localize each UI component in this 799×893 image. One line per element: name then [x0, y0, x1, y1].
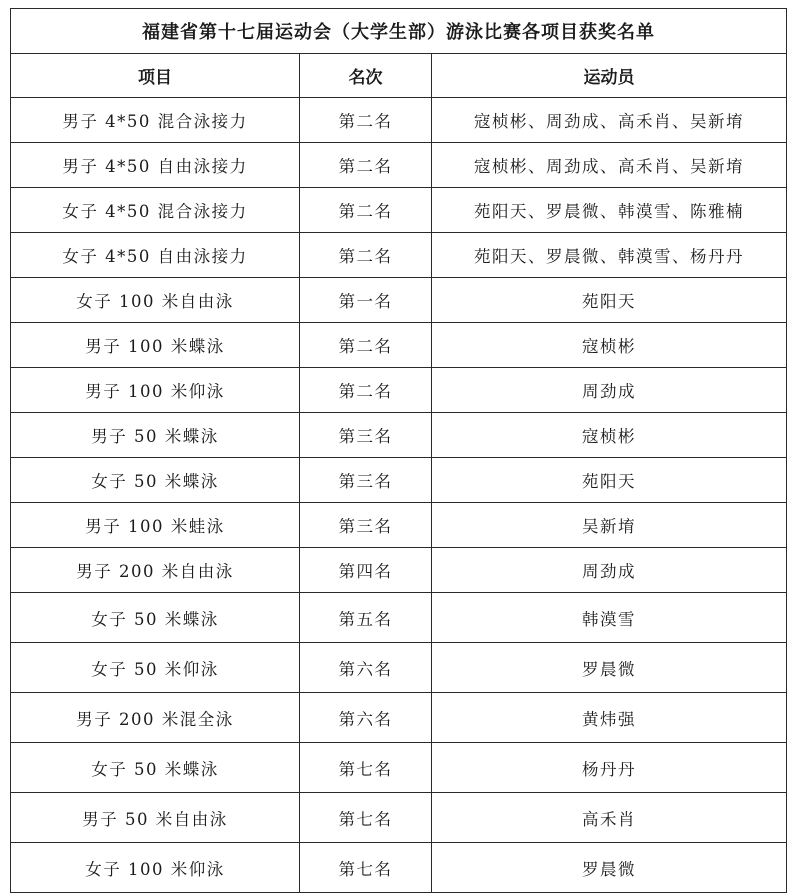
event-cell: 男子 4*50 自由泳接力: [11, 143, 300, 188]
athletes-cell: 周劲成: [432, 548, 787, 593]
event-cell: 男子 4*50 混合泳接力: [11, 98, 300, 143]
event-cell: 女子 50 米蝶泳: [11, 458, 300, 503]
table-row: [11, 278, 787, 323]
table-row: [11, 503, 787, 548]
event-cell: 男子 200 米自由泳: [11, 548, 300, 593]
athletes-cell: 周劲成: [432, 368, 787, 413]
athletes-cell: 寇桢彬、周劲成、高禾肖、吴新堉: [432, 143, 787, 188]
table-title: 福建省第十七届运动会（大学生部）游泳比赛各项目获奖名单: [11, 9, 787, 54]
athletes-cell: 杨丹丹: [432, 743, 787, 793]
event-cell: 女子 4*50 混合泳接力: [11, 188, 300, 233]
rank-cell: 第六名: [300, 693, 432, 743]
athletes-cell: 罗晨微: [432, 643, 787, 693]
rank-cell: 第二名: [300, 143, 432, 188]
athletes-cell: 高禾肖: [432, 793, 787, 843]
event-cell: 男子 100 米蝶泳: [11, 323, 300, 368]
event-cell: 女子 50 米蝶泳: [11, 593, 300, 643]
table-row: [11, 693, 787, 743]
awards-sheet: [10, 8, 786, 893]
event-cell: 男子 200 米混全泳: [11, 693, 300, 743]
rank-cell: 第三名: [300, 458, 432, 503]
athletes-cell: 寇桢彬: [432, 413, 787, 458]
rank-cell: 第二名: [300, 368, 432, 413]
rank-cell: 第七名: [300, 843, 432, 893]
table-body: [11, 98, 787, 893]
table-row: [11, 743, 787, 793]
athletes-cell: 苑阳天: [432, 278, 787, 323]
rank-cell: 第三名: [300, 503, 432, 548]
event-cell: 女子 100 米自由泳: [11, 278, 300, 323]
column-header-athletes: 运动员: [432, 54, 787, 98]
athletes-cell: 黄炜强: [432, 693, 787, 743]
event-cell: 男子 100 米蛙泳: [11, 503, 300, 548]
table-row: [11, 323, 787, 368]
table-row: [11, 843, 787, 893]
rank-cell: 第二名: [300, 98, 432, 143]
table-row: [11, 548, 787, 593]
rank-cell: 第一名: [300, 278, 432, 323]
table-row: [11, 233, 787, 278]
rank-cell: 第二名: [300, 323, 432, 368]
event-cell: 女子 50 米蝶泳: [11, 743, 300, 793]
table-row: [11, 793, 787, 843]
table-row: [11, 98, 787, 143]
event-cell: 女子 50 米仰泳: [11, 643, 300, 693]
rank-cell: 第三名: [300, 413, 432, 458]
table-row: [11, 368, 787, 413]
athletes-cell: 苑阳天: [432, 458, 787, 503]
column-header-event: 项目: [11, 54, 300, 98]
awards-table: [10, 8, 787, 893]
table-row: [11, 413, 787, 458]
athletes-cell: 苑阳天、罗晨微、韩漠雪、杨丹丹: [432, 233, 787, 278]
table-row: [11, 143, 787, 188]
rank-cell: 第五名: [300, 593, 432, 643]
rank-cell: 第二名: [300, 233, 432, 278]
event-cell: 男子 50 米蝶泳: [11, 413, 300, 458]
table-row: [11, 643, 787, 693]
rank-cell: 第四名: [300, 548, 432, 593]
table-row: [11, 188, 787, 233]
table-row: [11, 593, 787, 643]
athletes-cell: 罗晨微: [432, 843, 787, 893]
athletes-cell: 韩漠雪: [432, 593, 787, 643]
header-row: [11, 54, 787, 98]
athletes-cell: 苑阳天、罗晨微、韩漠雪、陈雅楠: [432, 188, 787, 233]
rank-cell: 第二名: [300, 188, 432, 233]
athletes-cell: 寇桢彬、周劲成、高禾肖、吴新堉: [432, 98, 787, 143]
column-header-rank: 名次: [300, 54, 432, 98]
event-cell: 男子 100 米仰泳: [11, 368, 300, 413]
table-row: [11, 458, 787, 503]
title-row: [11, 9, 787, 54]
event-cell: 男子 50 米自由泳: [11, 793, 300, 843]
rank-cell: 第七名: [300, 793, 432, 843]
rank-cell: 第六名: [300, 643, 432, 693]
event-cell: 女子 4*50 自由泳接力: [11, 233, 300, 278]
rank-cell: 第七名: [300, 743, 432, 793]
athletes-cell: 吴新堉: [432, 503, 787, 548]
event-cell: 女子 100 米仰泳: [11, 843, 300, 893]
athletes-cell: 寇桢彬: [432, 323, 787, 368]
